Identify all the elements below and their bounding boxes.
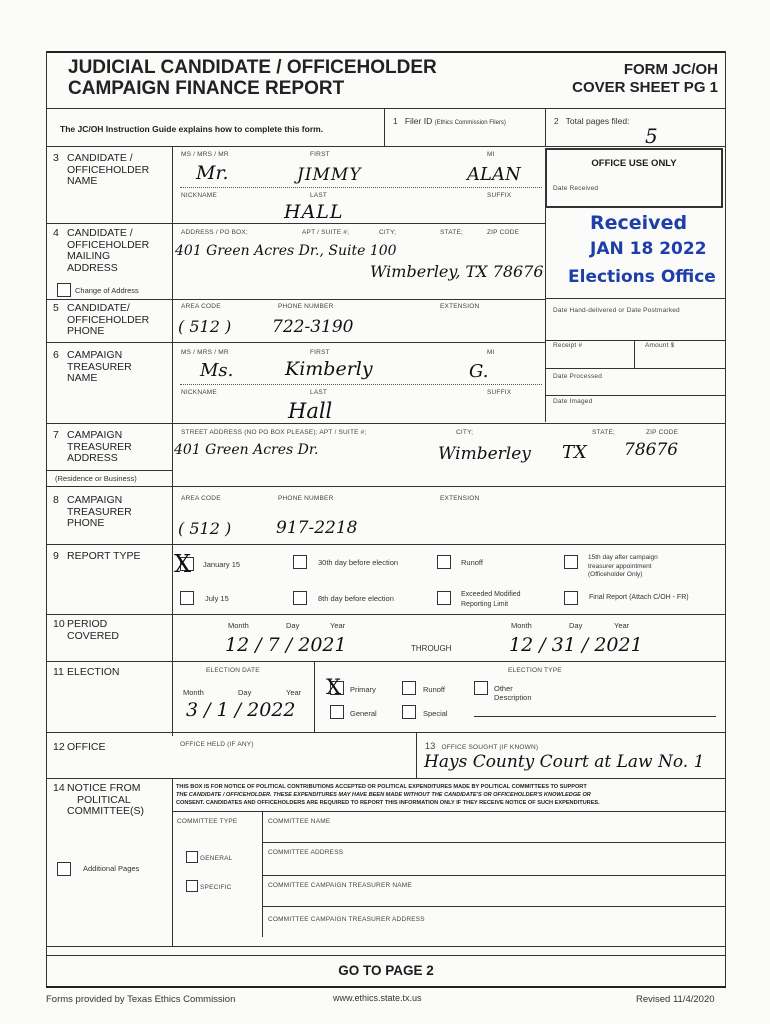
- report-15th-checkbox[interactable]: [564, 555, 578, 569]
- section-8-label: [53, 495, 132, 530]
- section-14-l2: POLITICAL: [77, 793, 131, 806]
- header-rule: [46, 108, 726, 109]
- rule-after-14: [46, 946, 726, 947]
- section-12-label: [53, 742, 106, 754]
- section-3-label: [53, 153, 149, 188]
- total-pages-value: 5: [645, 124, 658, 148]
- report-jan15-mark: X: [174, 550, 192, 578]
- report-15th-l3: (Officeholder Only): [588, 571, 643, 578]
- treas-first-label: FIRST: [310, 349, 330, 356]
- election-date-value: 3 / 1 / 2022: [186, 699, 296, 721]
- section-14-l1: NOTICE FROM: [67, 782, 141, 794]
- section-5-num: 5: [53, 302, 59, 314]
- section-8-num: 8: [53, 494, 59, 506]
- election-runoff-label: Runoff: [423, 685, 445, 694]
- section-10-label: [53, 619, 119, 642]
- rule-committee-address: [262, 875, 726, 876]
- treas-phone-label: PHONE NUMBER: [278, 495, 334, 502]
- committee-type-divider: [262, 811, 263, 937]
- form-title: [68, 57, 437, 99]
- frame-bottom: [46, 986, 726, 988]
- section-8-l2: TREASURER: [67, 505, 132, 518]
- treas-area-label: AREA CODE: [181, 495, 221, 502]
- cand-zip-label: ZIP CODE: [487, 229, 520, 236]
- cand-address-label: ADDRESS / PO BOX;: [181, 229, 248, 236]
- treas-name-line: [180, 384, 542, 385]
- cand-address-line1: 401 Green Acres Dr., Suite 100: [175, 243, 397, 259]
- section-4-l3: MAILING: [67, 250, 111, 262]
- report-15th-l2: treasurer appointment: [588, 562, 652, 570]
- report-runoff-checkbox[interactable]: [437, 555, 451, 569]
- office-sought-label: [425, 741, 538, 751]
- form-title-line2: CAMPAIGN FINANCE REPORT: [68, 78, 345, 99]
- rule-after-9: [46, 614, 726, 615]
- cand-state-label: STATE;: [440, 229, 463, 236]
- period-from-day-label: Day: [286, 621, 300, 630]
- filer-note: (Ethics Commission Filers): [434, 120, 506, 126]
- office-use-box: [545, 148, 723, 208]
- election-type-label: ELECTION TYPE: [508, 667, 562, 674]
- section-6-label: [53, 350, 132, 385]
- treas-state-value: TX: [562, 442, 587, 463]
- section-7-l3: ADDRESS: [67, 452, 118, 464]
- section-9-l1: REPORT TYPE: [67, 550, 141, 562]
- section-5-label: [53, 303, 149, 338]
- rule-after-11: [46, 732, 726, 733]
- election-date-label: ELECTION DATE: [206, 667, 260, 674]
- date-processed-label: Date Processed: [553, 373, 603, 380]
- label-column-divider: [172, 146, 173, 736]
- section-5-l1: CANDIDATE/: [67, 302, 130, 314]
- committee-type-label: COMMITTEE TYPE: [177, 818, 238, 825]
- election-other-checkbox[interactable]: [474, 681, 488, 695]
- section-5-l2: OFFICEHOLDER: [67, 313, 150, 326]
- cand-area-value: ( 512 ): [178, 317, 232, 336]
- section-10-l1: PERIOD: [67, 618, 108, 630]
- office-use-title: OFFICE USE ONLY: [591, 158, 677, 169]
- cand-prefix-value: Mr.: [196, 162, 229, 184]
- cand-apt-label: APT / SUITE #;: [302, 229, 350, 236]
- rule-after-10: [46, 661, 726, 662]
- election-general-checkbox[interactable]: [330, 705, 344, 719]
- period-to-year-label: Year: [614, 621, 630, 630]
- period-to-day-label: Day: [569, 621, 583, 630]
- stamp-office: Elections Office: [568, 267, 716, 287]
- rule-committee-treasurer: [262, 906, 726, 907]
- section-7-l1: CAMPAIGN: [67, 429, 123, 441]
- treas-mi-label: MI: [487, 349, 495, 356]
- filer-label: Filer ID: [404, 116, 433, 126]
- section-5-l3: PHONE: [67, 325, 105, 337]
- election-day-label: Day: [238, 688, 252, 697]
- committee-specific-checkbox[interactable]: [186, 880, 198, 892]
- cand-ext-label: EXTENSION: [440, 303, 480, 310]
- report-runoff-label: Runoff: [461, 558, 483, 567]
- section-9-label: [53, 551, 141, 563]
- report-exceeded-l1: Exceeded Modified: [461, 591, 521, 598]
- treas-suffix-label: SUFFIX: [487, 389, 512, 396]
- cand-mi-label: MI: [487, 151, 495, 158]
- date-hand-delivered-label: Date Hand-delivered or Date Postmarked: [553, 307, 680, 314]
- committee-name-label: COMMITTEE NAME: [268, 818, 331, 825]
- committee-general-checkbox[interactable]: [186, 851, 198, 863]
- section-11-label: [53, 667, 120, 679]
- total-pages-label: [554, 116, 629, 126]
- cand-last-label: LAST: [310, 192, 328, 199]
- cand-mi-value: ALAN: [467, 164, 521, 185]
- report-8th-checkbox[interactable]: [293, 591, 307, 605]
- filer-id-label: [393, 116, 506, 126]
- office-rule-4: [545, 395, 725, 396]
- section-13-num: 13: [425, 741, 436, 751]
- period-from-value: 12 / 7 / 2021: [225, 634, 347, 656]
- election-special-label: Special: [423, 709, 448, 718]
- election-runoff-checkbox[interactable]: [402, 681, 416, 695]
- office-rule-3: [545, 368, 725, 369]
- rule-after-6: [46, 423, 726, 424]
- cand-prefix-label: MS / MRS / MR: [181, 151, 229, 158]
- date-received-label: Date Received: [553, 185, 599, 192]
- committee-specific-label: SPECIFIC: [200, 884, 232, 891]
- section-14-l3: COMMITTEE(S): [67, 805, 144, 817]
- office-sought-text: OFFICE SOUGHT (IF KNOWN): [441, 744, 539, 751]
- election-other-desc-line: [474, 716, 716, 717]
- cand-first-label: FIRST: [310, 151, 330, 158]
- section-7-label: [53, 430, 132, 465]
- election-month-label: Month: [183, 688, 204, 697]
- cand-first-value: JIMMY: [297, 165, 362, 185]
- rule-mid-7: [46, 470, 172, 471]
- form-id-line2: COVER SHEET PG 1: [572, 79, 718, 96]
- section-3-l3: NAME: [67, 175, 98, 187]
- section-12-l1: OFFICE: [67, 741, 106, 753]
- section-3-l2: OFFICEHOLDER: [67, 163, 150, 176]
- committee-notice: [176, 783, 721, 807]
- cand-name-line: [180, 187, 542, 188]
- treas-first-value: Kimberly: [285, 358, 373, 380]
- report-jan15-label: January 15: [203, 560, 241, 569]
- cand-nickname-label: NICKNAME: [181, 192, 217, 199]
- report-exceeded-checkbox[interactable]: [437, 591, 451, 605]
- change-of-address-label: Change of Address: [75, 286, 139, 295]
- pages-divider: [545, 108, 546, 146]
- section-4-l1: CANDIDATE /: [67, 227, 133, 239]
- section-14-divider: [172, 778, 173, 946]
- office-rule-2: [545, 340, 725, 341]
- additional-pages-checkbox[interactable]: [57, 862, 71, 876]
- election-other-l1: Other: [494, 684, 513, 693]
- period-from-year-label: Year: [330, 621, 346, 630]
- section-6-l3: NAME: [67, 372, 98, 384]
- report-8th-label: 8th day before election: [318, 594, 394, 603]
- report-15th-l1: 15th day after campaign: [588, 554, 658, 561]
- report-exceeded-label: [461, 590, 521, 610]
- committee-treasurer-address-label: COMMITTEE CAMPAIGN TREASURER ADDRESS: [268, 916, 425, 923]
- rule-after-8: [46, 544, 726, 545]
- pages-label: Total pages filed:: [565, 116, 630, 126]
- section-3-num: 3: [53, 152, 59, 164]
- section-7-num: 7: [53, 429, 59, 441]
- committee-address-label: COMMITTEE ADDRESS: [268, 849, 344, 856]
- rule-after-12: [46, 778, 726, 779]
- rule-committee-name: [262, 842, 726, 843]
- section-9-num: 9: [53, 550, 59, 562]
- rule-after-5: [46, 342, 545, 343]
- office-rule-1: [545, 298, 725, 299]
- report-30th-checkbox[interactable]: [293, 555, 307, 569]
- period-to-value: 12 / 31 / 2021: [509, 634, 643, 656]
- treas-prefix-value: Ms.: [200, 360, 234, 381]
- cand-area-label: AREA CODE: [181, 303, 221, 310]
- period-from-month-label: Month: [228, 621, 249, 630]
- report-final-label: Final Report (Attach C/OH - FR): [589, 594, 689, 601]
- receipt-divider: [634, 340, 635, 368]
- committee-notice-l2: THE CANDIDATE / OFFICEHOLDER. THESE EXPENDITURES MAY HAVE BEEN MADE WITHOUT THE CANDIDATE'S OR OFFICEHOLDER'S KNOWLEDGE OR: [176, 792, 591, 798]
- stamp-date: JAN 18 2022: [590, 239, 707, 259]
- filer-divider: [384, 108, 385, 146]
- footer-url: www.ethics.state.tx.us: [333, 993, 422, 1003]
- rule-after-14-b: [46, 955, 726, 956]
- section-6-num: 6: [53, 349, 59, 361]
- report-jul15-checkbox[interactable]: [180, 591, 194, 605]
- office-sought-value: Hays County Court at Law No. 1: [424, 752, 705, 772]
- election-year-label: Year: [286, 688, 302, 697]
- treas-area-value: ( 512 ): [178, 519, 232, 538]
- section-10-l2: COVERED: [67, 629, 119, 642]
- office-held-text: OFFICE HELD (IF ANY): [180, 741, 254, 748]
- election-primary-mark: X: [326, 675, 341, 699]
- section-11-num: 11: [53, 666, 64, 678]
- stamp-received: Received: [590, 212, 688, 234]
- treas-state-label: STATE;: [592, 429, 615, 436]
- footer-provided: Forms provided by Texas Ethics Commission: [46, 994, 236, 1005]
- instruction-text: The JC/OH Instruction Guide explains how to complete this form.: [60, 124, 324, 134]
- report-30th-label: 30th day before election: [318, 558, 399, 567]
- section-6-l2: TREASURER: [67, 360, 132, 373]
- treas-street-label: STREET ADDRESS (NO PO BOX PLEASE); APT / SUITE #;: [181, 429, 367, 436]
- form-id-line1: FORM JC/OH: [623, 61, 718, 78]
- section-14-label: [53, 783, 144, 818]
- section-4-label: [53, 228, 149, 274]
- amount-label: Amount $: [645, 342, 675, 349]
- committee-notice-l3: CONSENT. CANDIDATES AND OFFICEHOLDERS ARE REQUIRED TO REPORT THIS INFORMATION ONLY IF THEY RECEIVE NOTICE OF SUCH EXPENDITURES.: [176, 800, 600, 806]
- treas-prefix-label: MS / MRS / MR: [181, 349, 229, 356]
- receipt-label: Receipt #: [553, 342, 583, 349]
- cand-last-value: HALL: [284, 201, 344, 223]
- election-other-l2: Description: [494, 693, 532, 702]
- rule-after-filer: [46, 146, 726, 147]
- committee-general-label: GENERAL: [200, 855, 233, 862]
- form-id: [572, 61, 718, 97]
- report-jul15-label: July 15: [205, 594, 229, 603]
- residence-note: (Residence or Business): [55, 474, 137, 483]
- period-to-month-label: Month: [511, 621, 532, 630]
- report-15th-label: [588, 554, 658, 580]
- cand-phone-value: 722-3190: [272, 317, 354, 337]
- report-final-checkbox[interactable]: [564, 591, 578, 605]
- committee-notice-l1: THIS BOX IS FOR NOTICE OF POLITICAL CONTRIBUTIONS ACCEPTED OR POLITICAL EXPENDITURES MADE BY POLITICAL COMMITTEES TO SUPPORT: [176, 784, 587, 790]
- section-3-l1: CANDIDATE /: [67, 152, 133, 164]
- report-exceeded-l2: Reporting Limit: [461, 601, 509, 608]
- treas-last-value: Hall: [288, 399, 333, 423]
- section-8-l1: CAMPAIGN: [67, 494, 123, 506]
- cand-address-line2: Wimberley, TX 78676: [370, 262, 544, 281]
- section-8-l3: PHONE: [67, 517, 105, 529]
- go-to-page-2: GO TO PAGE 2: [338, 963, 434, 978]
- rule-after-3: [46, 223, 545, 224]
- office-divider: [545, 208, 546, 422]
- election-primary-label: Primary: [350, 685, 376, 694]
- frame-right: [725, 51, 726, 986]
- section-7-l2: TREASURER: [67, 440, 132, 453]
- election-general-label: General: [350, 709, 377, 718]
- additional-pages-label: Additional Pages: [83, 864, 140, 873]
- section-6-l1: CAMPAIGN: [67, 349, 123, 361]
- cand-phone-label: PHONE NUMBER: [278, 303, 334, 310]
- date-imaged-label: Date Imaged: [553, 398, 593, 405]
- treas-mi-value: G.: [469, 361, 489, 382]
- treas-zip-value: 78676: [624, 440, 679, 460]
- election-divider: [314, 662, 315, 732]
- election-special-checkbox[interactable]: [402, 705, 416, 719]
- treas-last-label: LAST: [310, 389, 328, 396]
- section-14-num: 14: [53, 782, 65, 794]
- cand-suffix-label: SUFFIX: [487, 192, 512, 199]
- section-4-l4: ADDRESS: [67, 261, 118, 274]
- section-11-l1: ELECTION: [67, 666, 120, 678]
- treas-zip-label: ZIP CODE: [646, 429, 679, 436]
- pages-num: 2: [554, 116, 559, 126]
- change-of-address-checkbox[interactable]: [57, 283, 71, 297]
- section-12-num: 12: [53, 741, 65, 753]
- office-divider-12-13: [416, 733, 417, 778]
- form-title-line1: JUDICIAL CANDIDATE / OFFICEHOLDER: [68, 57, 437, 78]
- period-through-label: THROUGH: [411, 644, 452, 653]
- office-held-label: [180, 741, 254, 748]
- filer-num: 1: [393, 116, 398, 126]
- treas-city-label: CITY;: [456, 429, 474, 436]
- rule-after-7: [46, 486, 726, 487]
- rule-after-4: [46, 299, 545, 300]
- treas-phone-value: 917-2218: [276, 518, 358, 538]
- section-4-l2: OFFICEHOLDER: [67, 238, 150, 251]
- treas-ext-label: EXTENSION: [440, 495, 480, 502]
- rule-notice: [172, 811, 726, 812]
- committee-treasurer-label: COMMITTEE CAMPAIGN TREASURER NAME: [268, 882, 412, 889]
- treas-street-value: 401 Green Acres Dr.: [174, 442, 319, 458]
- election-other-label: [494, 684, 532, 702]
- section-10-num: 10: [53, 618, 65, 630]
- treas-city-value: Wimberley: [438, 444, 531, 464]
- footer-revised: Revised 11/4/2020: [636, 994, 715, 1005]
- treas-nickname-label: NICKNAME: [181, 389, 217, 396]
- frame-top: [46, 51, 726, 53]
- frame-left: [46, 51, 47, 986]
- section-4-num: 4: [53, 227, 59, 239]
- cand-city-label: CITY;: [379, 229, 397, 236]
